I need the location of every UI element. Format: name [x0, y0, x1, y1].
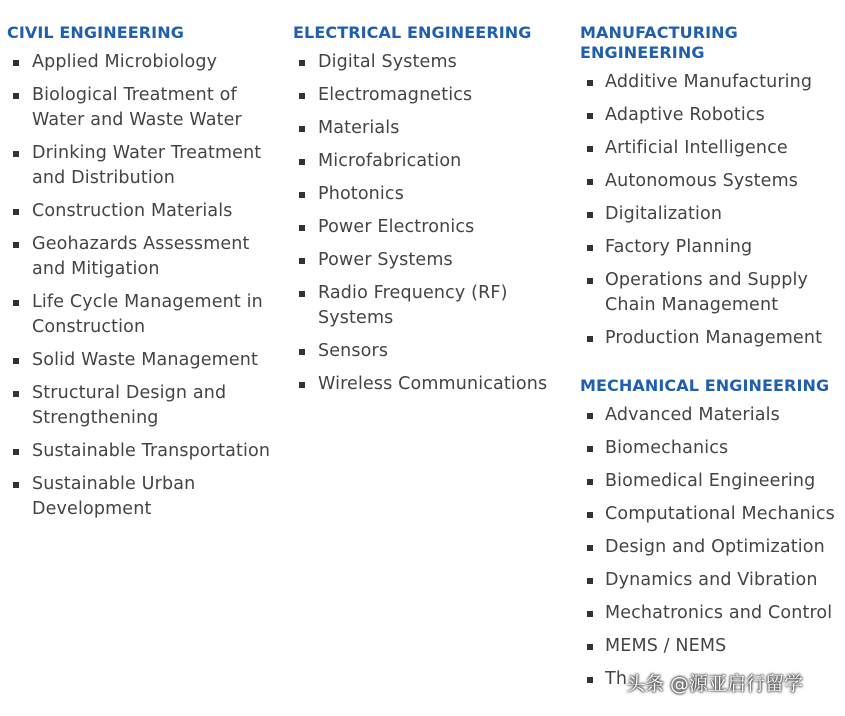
square-bullet-icon — [13, 391, 19, 397]
list-item — [7, 381, 287, 431]
square-bullet-icon — [299, 291, 305, 297]
list-item — [7, 290, 287, 340]
list-item-label: Life Cycle Management in Construction — [32, 292, 263, 337]
list-item-label: Mechatronics and Control — [605, 603, 833, 623]
square-bullet-icon — [299, 126, 305, 132]
square-bullet-icon — [587, 336, 593, 342]
list-item — [293, 281, 573, 331]
square-bullet-icon — [299, 93, 305, 99]
list-item-label: Digitalization — [605, 204, 723, 224]
list-item-label: Digital Systems — [318, 52, 457, 72]
list-item — [7, 472, 287, 522]
square-bullet-icon — [587, 479, 593, 485]
list-item-label: Power Systems — [318, 250, 453, 270]
list-item-label: Biomedical Engineering — [605, 471, 816, 491]
list-item — [580, 502, 845, 527]
square-bullet-icon — [299, 382, 305, 388]
list-item-label: Photonics — [318, 184, 404, 204]
square-bullet-icon — [587, 677, 593, 683]
list-item — [293, 116, 573, 141]
list-item — [293, 149, 573, 174]
list-item-label: Radio Frequency (RF) Systems — [318, 283, 508, 328]
list-item-label: Th — [605, 669, 628, 689]
list-item — [293, 83, 573, 108]
square-bullet-icon — [587, 611, 593, 617]
list-item — [7, 83, 287, 133]
manufacturing-engineering-heading: MANUFACTURING ENGINEERING — [580, 23, 738, 62]
list-item-label: Sensors — [318, 341, 389, 361]
list-item — [7, 199, 287, 224]
list-item — [580, 469, 845, 494]
square-bullet-icon — [13, 151, 19, 157]
square-bullet-icon — [13, 93, 19, 99]
list-item — [580, 70, 845, 95]
square-bullet-icon — [299, 225, 305, 231]
square-bullet-icon — [13, 300, 19, 306]
square-bullet-icon — [13, 242, 19, 248]
square-bullet-icon — [587, 212, 593, 218]
list-item-label: Artificial Intelligence — [605, 138, 788, 158]
mechanical-engineering-heading: MECHANICAL ENGINEERING — [580, 376, 830, 395]
list-item-label: Biomechanics — [605, 438, 729, 458]
list-item — [293, 248, 573, 273]
list-item-label: Operations and Supply Chain Management — [605, 270, 809, 315]
square-bullet-icon — [299, 349, 305, 355]
list-item-label: Computational Mechanics — [605, 504, 835, 524]
square-bullet-icon — [13, 60, 19, 66]
list-item — [7, 141, 287, 191]
list-item-label: Biological Treatment of Water and Waste Water — [32, 85, 242, 130]
civil-engineering-column — [7, 0, 287, 530]
square-bullet-icon — [299, 159, 305, 165]
list-item-label: Drinking Water Treatment and Distribution — [32, 143, 262, 188]
list-item-label: Microfabrication — [318, 151, 462, 171]
list-item-label: Wireless Communications — [318, 374, 548, 394]
list-item — [293, 50, 573, 75]
list-item-label: Solid Waste Management — [32, 350, 259, 370]
list-item — [580, 568, 845, 593]
list-item-label: Autonomous Systems — [605, 171, 799, 191]
square-bullet-icon — [13, 358, 19, 364]
square-bullet-icon — [299, 192, 305, 198]
square-bullet-icon — [587, 146, 593, 152]
electrical-engineering-list — [293, 50, 573, 397]
list-item — [293, 372, 573, 397]
right-column — [580, 0, 845, 700]
square-bullet-icon — [587, 413, 593, 419]
square-bullet-icon — [587, 179, 593, 185]
square-bullet-icon — [587, 644, 593, 650]
civil-engineering-heading: CIVIL ENGINEERING — [7, 23, 184, 42]
list-item — [7, 50, 287, 75]
square-bullet-icon — [587, 578, 593, 584]
list-item-label: Applied Microbiology — [32, 52, 218, 72]
list-item — [580, 601, 845, 626]
square-bullet-icon — [587, 245, 593, 251]
square-bullet-icon — [13, 482, 19, 488]
square-bullet-icon — [587, 545, 593, 551]
list-item-label: MEMS / NEMS — [605, 636, 727, 656]
square-bullet-icon — [587, 80, 593, 86]
electrical-engineering-column — [293, 0, 573, 405]
list-item-label: Additive Manufacturing — [605, 72, 813, 92]
list-item-label: Design and Optimization — [605, 537, 825, 557]
list-item — [293, 339, 573, 364]
list-item-label: Materials — [318, 118, 400, 138]
list-item-label: Geohazards Assessment and Mitigation — [32, 234, 250, 279]
list-item-label: Advanced Materials — [605, 405, 780, 425]
list-item — [7, 232, 287, 282]
square-bullet-icon — [299, 60, 305, 66]
watermark: 头条 @源亚启行留学 — [626, 673, 804, 695]
list-item — [580, 326, 845, 351]
square-bullet-icon — [13, 449, 19, 455]
list-item — [7, 348, 287, 373]
list-item — [580, 169, 845, 194]
square-bullet-icon — [587, 512, 593, 518]
square-bullet-icon — [587, 113, 593, 119]
electrical-engineering-heading: ELECTRICAL ENGINEERING — [293, 23, 532, 42]
list-item-label: Sustainable Transportation — [32, 441, 271, 461]
square-bullet-icon — [587, 278, 593, 284]
list-item — [580, 403, 845, 428]
list-item — [580, 103, 845, 128]
list-item-label: Electromagnetics — [318, 85, 473, 105]
list-item — [580, 436, 845, 461]
list-item — [580, 634, 845, 659]
list-item — [580, 268, 845, 318]
square-bullet-icon — [13, 209, 19, 215]
list-item — [580, 136, 845, 161]
list-item-label: Power Electronics — [318, 217, 475, 237]
list-item — [293, 182, 573, 207]
list-item-label: Sustainable Urban Development — [32, 474, 196, 519]
list-item-label: Factory Planning — [605, 237, 753, 257]
list-item — [580, 535, 845, 560]
manufacturing-engineering-list — [580, 70, 845, 351]
list-item-label: Adaptive Robotics — [605, 105, 765, 125]
square-bullet-icon — [299, 258, 305, 264]
mechanical-engineering-list — [580, 403, 845, 692]
list-item-label: Structural Design and Strengthening — [32, 383, 227, 428]
list-item — [293, 215, 573, 240]
list-item — [7, 439, 287, 464]
list-item — [580, 235, 845, 260]
list-item-label: Dynamics and Vibration — [605, 570, 818, 590]
list-item-label: Production Management — [605, 328, 823, 348]
list-item-label: Construction Materials — [32, 201, 233, 221]
list-item — [580, 202, 845, 227]
square-bullet-icon — [587, 446, 593, 452]
civil-engineering-list — [7, 50, 287, 522]
